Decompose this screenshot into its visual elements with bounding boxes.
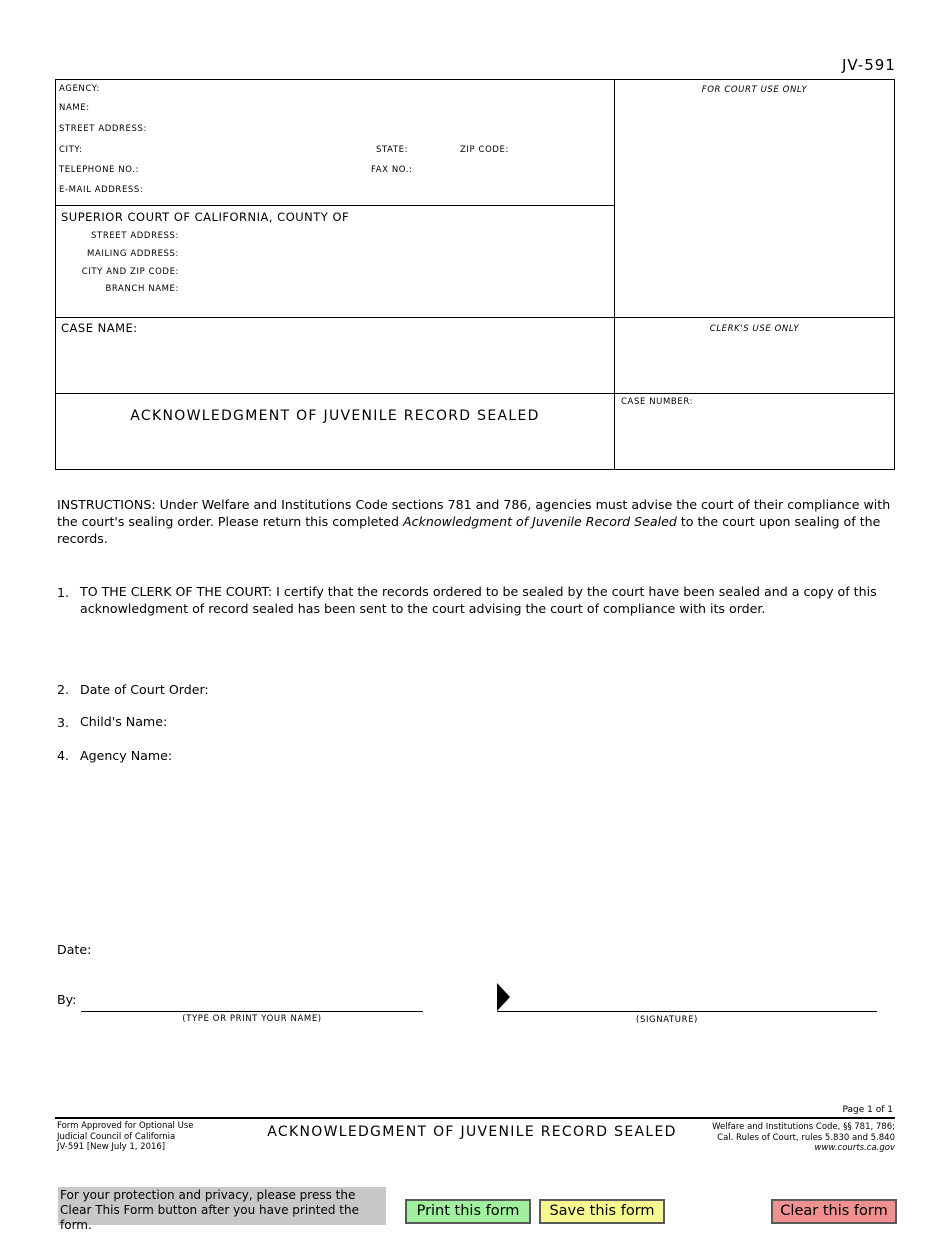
footer-rule [55, 1117, 895, 1119]
item-text: I certify that the records ordered to be sealed by the court have been sealed and a copy of this acknowledgment of record sealed has been sent to the court advising the court of compliance with its order. [80, 584, 877, 616]
form-number: JV-591 [842, 56, 896, 74]
name-caption: (TYPE OR PRINT YOUR NAME) [182, 1014, 322, 1024]
caption-divider [614, 80, 615, 469]
state-label: STATE: [376, 145, 409, 155]
court-branch-label: BRANCH NAME: [105, 284, 179, 294]
court-use-label: FOR COURT USE ONLY [701, 85, 808, 95]
agency-label: AGENCY: [59, 84, 100, 94]
court-city-zip-label: CITY AND ZIP CODE: [81, 267, 179, 277]
divider-line [56, 317, 894, 318]
by-label: By: [57, 992, 77, 1007]
save-form-button[interactable]: Save this form [539, 1199, 665, 1224]
footer-right [712, 1122, 895, 1154]
divider-line [56, 393, 894, 394]
instructions-text: Under Welfare and Institutions Code sections 781 and 786, agencies must advise the court of their compliance with the court's sealing order. Please return this completed [57, 497, 891, 529]
footer-right-line: Cal. Rules of Court, rules 5.830 and 5.840 [717, 1132, 895, 1143]
court-mailing-label: MAILING ADDRESS: [87, 249, 179, 259]
footer-right-line: Welfare and Institutions Code, §§ 781, 786; [712, 1122, 895, 1132]
footer-title: ACKNOWLEDGMENT OF JUVENILE RECORD SEALED [267, 1124, 677, 1140]
signature-arrow-icon [497, 983, 511, 1011]
agency-name-label: Agency Name: [80, 748, 173, 763]
footer-website: www.courts.ca.gov [814, 1143, 895, 1153]
print-form-button[interactable]: Print this form [405, 1199, 531, 1224]
clerk-use-label: CLERK'S USE ONLY [709, 324, 800, 334]
divider-line [56, 205, 614, 206]
case-number-label: CASE NUMBER: [621, 397, 694, 407]
email-label: E-MAIL ADDRESS: [59, 185, 144, 195]
signature-line [497, 1011, 877, 1012]
date-of-court-order-label: Date of Court Order: [80, 682, 209, 697]
name-line [81, 1011, 423, 1012]
footer-left [57, 1121, 194, 1153]
item-number: 3. [57, 715, 70, 730]
instructions-text-end: to the court upon sealing of the records. [57, 514, 881, 546]
date-label: Date: [57, 942, 92, 957]
item-number: 2. [57, 682, 70, 697]
page-number: Page 1 of 1 [842, 1105, 893, 1115]
privacy-note: For your protection and privacy, please press the Clear This Form button after you have printed the form. [58, 1187, 386, 1225]
instructions-lead: INSTRUCTIONS: [57, 497, 156, 512]
instructions-form-title: Acknowledgment of Juvenile Record Sealed [403, 514, 677, 529]
footer-left-line: JV-591 [New July 1, 2016] [57, 1142, 166, 1152]
instructions [57, 496, 893, 547]
case-name-label: CASE NAME: [61, 321, 138, 335]
zip-code-label: ZIP CODE: [460, 145, 509, 155]
caption-box [55, 79, 895, 470]
childs-name-label: Child's Name: [80, 714, 168, 729]
court-street-label: STREET ADDRESS: [91, 231, 179, 241]
item-number: 4. [57, 748, 70, 763]
name-label: NAME: [59, 103, 90, 113]
form-title: ACKNOWLEDGMENT OF JUVENILE RECORD SEALED [130, 408, 540, 424]
court-title: SUPERIOR COURT OF CALIFORNIA, COUNTY OF [61, 210, 350, 224]
item-number: 1. [57, 585, 70, 600]
footer-left-line: Judicial Council of California [57, 1131, 176, 1142]
signature-caption: (SIGNATURE) [636, 1015, 698, 1025]
street-address-label: STREET ADDRESS: [59, 124, 147, 134]
telephone-label: TELEPHONE NO.: [59, 165, 139, 175]
fax-label: FAX NO.: [371, 165, 413, 175]
clear-form-button[interactable]: Clear this form [771, 1199, 897, 1224]
city-label: CITY: [59, 145, 83, 155]
item-certification [80, 583, 893, 617]
footer-left-line: Form Approved for Optional Use [57, 1121, 194, 1131]
item-lead: TO THE CLERK OF THE COURT: [80, 584, 273, 599]
